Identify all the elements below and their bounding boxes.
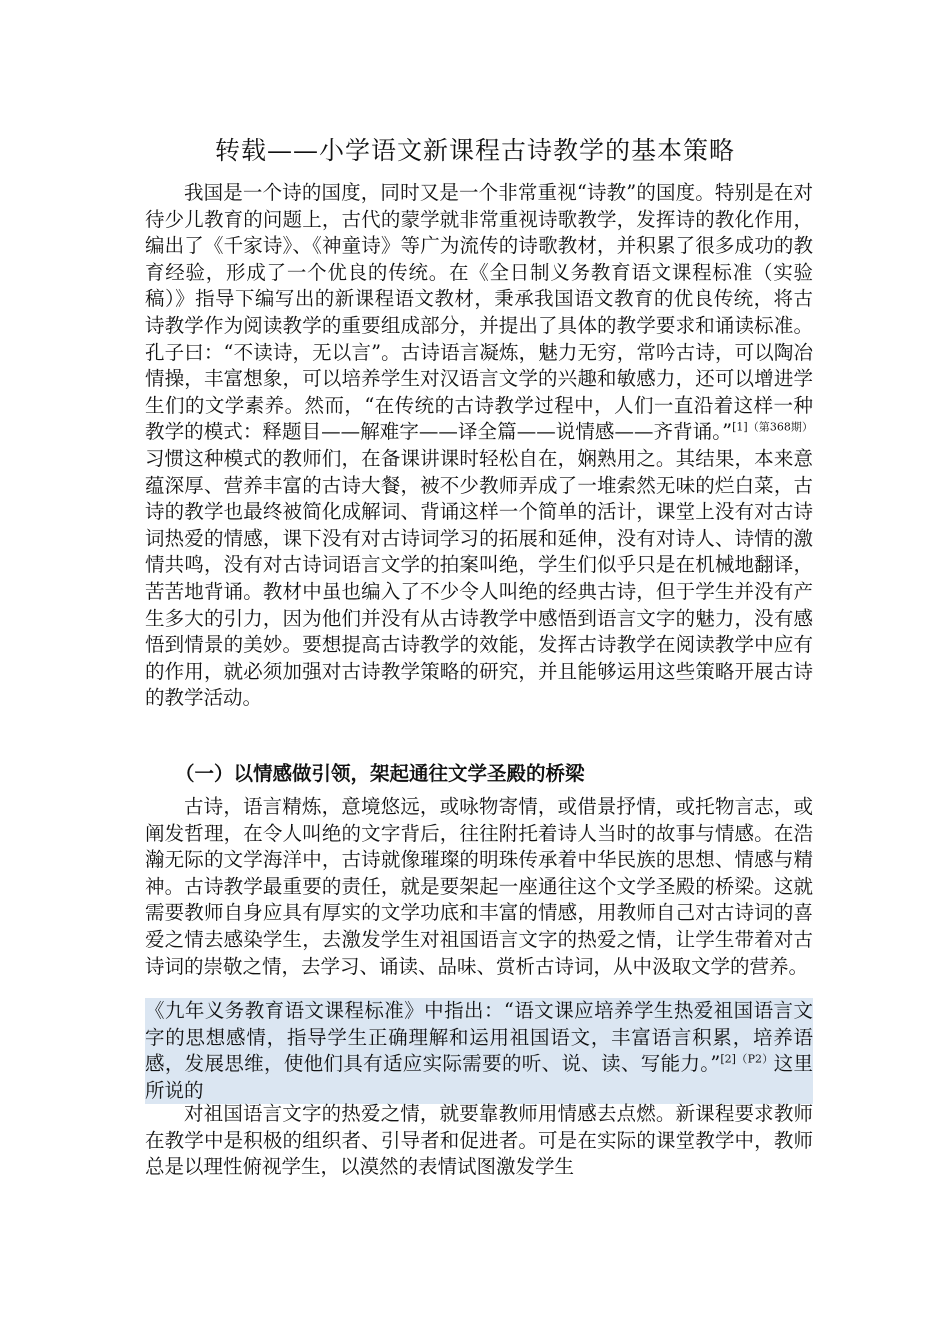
citation-2: [2]（P2） bbox=[720, 1052, 774, 1066]
quote-text-cont: 这里所说的 bbox=[145, 1052, 813, 1102]
intro-text-cont: 习惯这种模式的教师们，在备课讲课时轻松自在，娴熟用之。其结果，本来意蕴深厚、营养丰富的古诗大餐，被不少教师弄成了一堆索然无味的烂白菜，古诗的教学也最终被简化成解词、背诵这样一个简单的活计，课堂上没有对古诗词热爱的情感，课下没有对古诗词学习的拓展和延伸，没有对诗人、诗情的激情共鸣，没有对古诗词语言文学的拍案叫绝，学生们似乎只是在机械地翻译，苦苦地背诵。教材中虽也编入了不少令人叫绝的经典古诗，但于学生并没有产生多大的引力，因为他们并没有从古诗教学中感悟到语言文字的魅力，没有感悟到情景的美妙。要想提高古诗教学的效能，发挥古诗教学在阅读教学中应有的作用，就必须加强对古诗教学策略的研究，并且能够运用这些策略开展古诗的教学活动。 bbox=[145, 446, 813, 710]
highlighted-quote-paragraph bbox=[145, 998, 813, 1104]
quote-text: 《九年义务教育语文课程标准》中指出：“语文课应培养学生热爱祖国语言文字的思想感情，指导学生正确理解和运用祖国语文，丰富语言积累，培养语感，发展思维，使他们具有适应实际需要的听、说、读、写能力。” bbox=[145, 999, 813, 1076]
document-title: 转载——小学语文新课程古诗教学的基本策略 bbox=[214, 136, 735, 165]
intro-text: 我国是一个诗的国度，同时又是一个非常重视“诗教”的国度。特别是在对待少儿教育的问题上，古代的蒙学就非常重视诗歌教学，发挥诗的教化作用，编出了《千家诗》、《神童诗》等广为流传的诗歌教材，并积累了很多成功的教育经验，形成了一个优良的传统。在《全日制义务教育语文课程标准（实验稿）》指导下编写出的新课程语文教材，秉承我国语文教育的优良传统，将古诗教学作为阅读教学的重要组成部分，并提出了具体的教学要求和诵读标准。孔子曰：“不读诗，无以言”。古诗语言凝炼，魅力无穷，常吟古诗，可以陶冶情操，丰富想象，可以培养学生对汉语言文学的兴趣和敏感力，还可以增进学生们的文学素养。然而，“在传统的古诗教学过程中，人们一直沿着这样一种教学的模式：释题目——解难字——译全篇——说情感——齐背诵。” bbox=[145, 181, 813, 444]
section-heading: （一）以情感做引领，架起通往文学圣殿的桥梁 bbox=[175, 762, 585, 785]
intro-paragraph bbox=[145, 180, 813, 712]
section-paragraph-2: 对祖国语言文字的热爱之情，就要靠教师用情感去点燃。新课程要求教师在教学中是积极的组织者、引导者和促进者。可是在实际的课堂教学中，教师总是以理性俯视学生，以漠然的表情试图激发学生 bbox=[145, 1102, 813, 1179]
citation-1: [1]（第368期） bbox=[732, 420, 813, 434]
section-paragraph-1: 古诗，语言精炼，意境悠远，或咏物寄情，或借景抒情，或托物言志，或阐发哲理，在令人叫绝的文字背后，往往附托着诗人当时的故事与情感。在浩瀚无际的文学海洋中，古诗就像璀璨的明珠传承着中华民族的思想、情感与精神。古诗教学最重要的责任，就是要架起一座通往这个文学圣殿的桥梁。这就需要教师自身应具有厚实的文学功底和丰富的情感，用教师自己对古诗词的喜爱之情去感染学生，去激发学生对祖国语言文字的热爱之情，让学生带着对古诗词的崇敬之情，去学习、诵读、品味、赏析古诗词，从中汲取文学的营养。 bbox=[145, 795, 813, 978]
